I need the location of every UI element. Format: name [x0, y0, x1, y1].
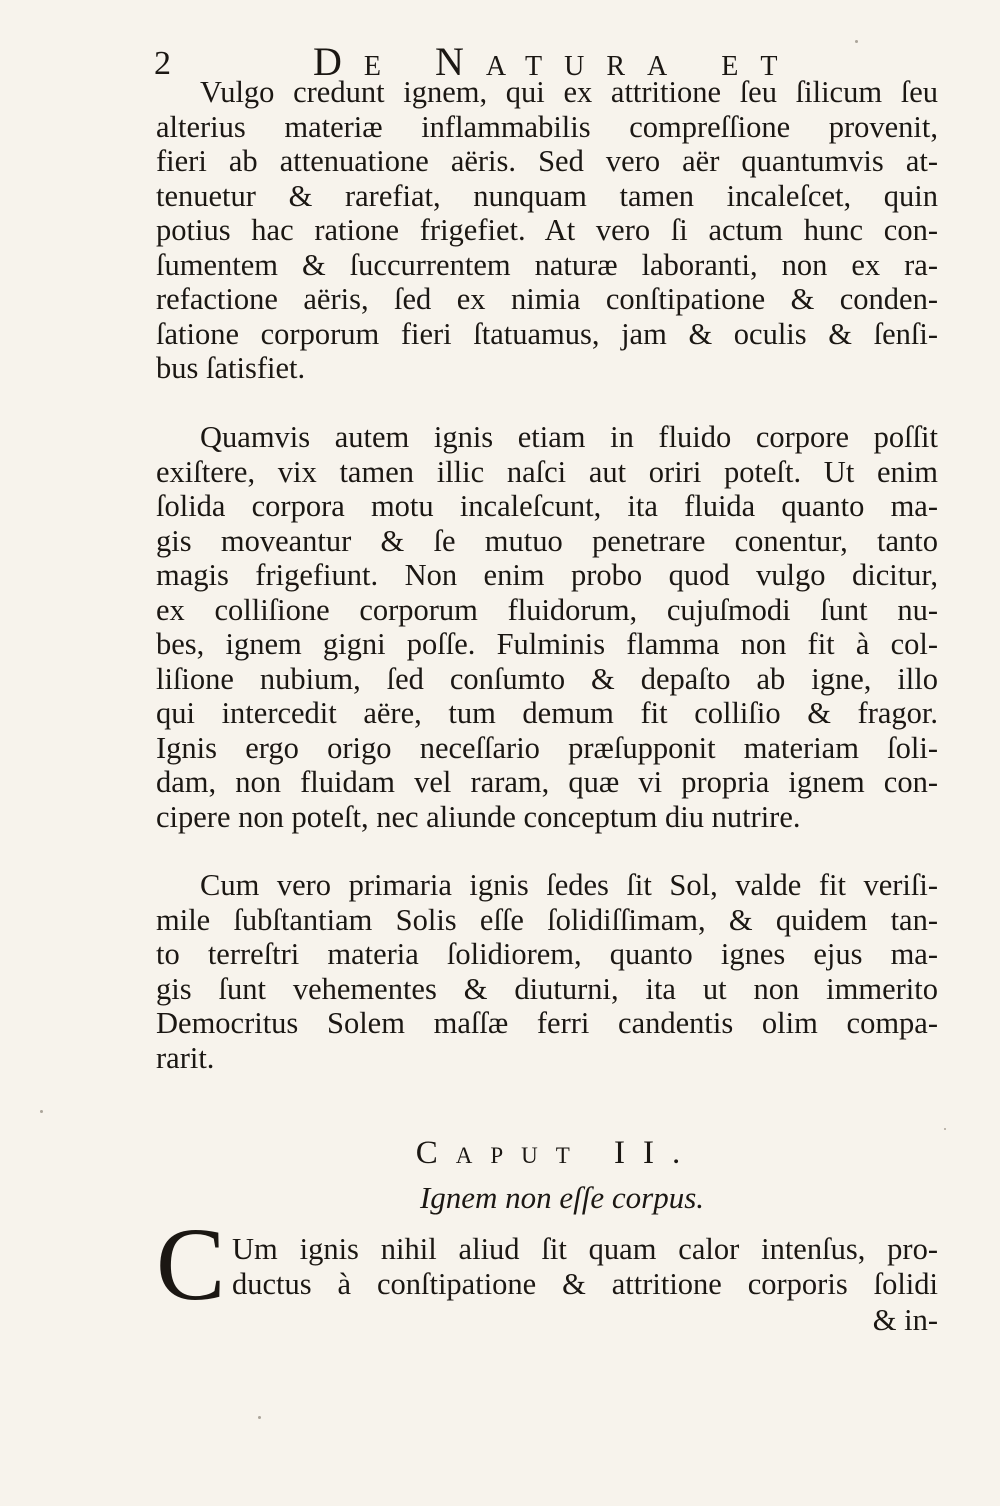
text-line: tenuetur & rarefiat, nunquam tamen incaleſcet, quin — [156, 178, 938, 213]
text-line: Ignis ergo origo neceſſario præſupponit materiam ſoli- — [156, 730, 938, 765]
text-line: Quamvis autem ignis etiam in fluido corpore poſſit — [200, 420, 938, 454]
text-line: gis moveantur & ſe mutuo penetrare conentur, tanto — [156, 523, 938, 558]
text-line: bus ſatisfiet. — [156, 351, 306, 385]
text-line: mile ſubſtantiam Solis eſſe ſolidiſſimam, & quidem tan- — [156, 902, 938, 937]
text-line: Democritus Solem maſſæ ferri candentis olim compa- — [156, 1006, 938, 1040]
text-line: qui intercedit aëre, tum demum fit colliſio & fragor. — [156, 696, 938, 730]
text-line: alterius materiæ inflammabilis compreſſione provenit, — [156, 109, 938, 144]
paragraph-2 — [156, 420, 938, 834]
text-line: Vulgo credunt ignem, qui ex attritione ſeu ſilicum ſeu — [200, 75, 938, 109]
text-line: rarit. — [156, 1040, 215, 1075]
drop-cap: C — [156, 1207, 226, 1322]
paper-speck — [40, 1110, 43, 1113]
text-line: exiſtere, vix tamen illic naſci aut oriri poteſt. Ut enim — [156, 454, 938, 489]
text-line: ſolida corpora motu incaleſcunt, ita fluida quanto ma- — [156, 489, 938, 523]
text-line: ductus à conſtipatione & attritione corporis ſolidi — [232, 1266, 938, 1301]
text-line: ſumentem & ſuccurrentem naturæ laboranti, non ex ra- — [156, 247, 938, 282]
text-line: bes, ignem gigni poſſe. Fulminis flamma non fit à col- — [156, 627, 938, 661]
text-line: refactione aëris, ſed ex nimia conſtipatione & conden- — [156, 282, 938, 316]
chapter-heading: Caput II. — [415, 1135, 699, 1171]
paper-speck — [258, 1416, 261, 1419]
paragraph-3 — [156, 868, 938, 1075]
text-line: gis ſunt vehementes & diuturni, ita ut non immerito — [156, 971, 938, 1006]
text-line: magis frigefiunt. Non enim probo quod vulgo dicitur, — [156, 558, 938, 592]
text-line: ſatione corporum fieri ſtatuamus, jam & oculis & ſenſi- — [156, 316, 938, 351]
text-line: Cum vero primaria ignis ſedes ſit Sol, valde fit veriſi- — [200, 868, 938, 902]
paper-speck — [855, 40, 858, 43]
text-line: Um ignis nihil aliud ſit quam calor intenſus, pro- — [232, 1232, 938, 1266]
text-line: potius hac ratione frigefiet. At vero ſi actum hunc con- — [156, 213, 938, 247]
text-line: cipere non poteſt, nec aliunde conceptum diu nutrire. — [156, 799, 801, 834]
text-line: dam, non fluidam vel raram, quæ vi propria ignem con- — [156, 765, 938, 799]
page-number: 2 — [154, 45, 171, 82]
chapter-subtitle: Ignem non eſſe corpus. — [419, 1180, 705, 1215]
chapter-opening-text — [232, 1232, 938, 1301]
text-line: liſione nubium, ſed conſumto & depaſto ab igne, illo — [156, 661, 938, 696]
text-line: fieri ab attenuatione aëris. Sed vero aër quantumvis at- — [156, 144, 938, 178]
paragraph-1 — [156, 75, 938, 386]
paper-speck — [944, 1128, 946, 1130]
running-title: De Natura et — [313, 39, 800, 84]
catchword: & in- — [872, 1303, 938, 1337]
text-line: to terreſtri materia ſolidiorem, quanto ignes ejus ma- — [156, 937, 938, 971]
text-line: ex colliſione corporum fluidorum, cujuſmodi ſunt nu- — [156, 592, 938, 627]
